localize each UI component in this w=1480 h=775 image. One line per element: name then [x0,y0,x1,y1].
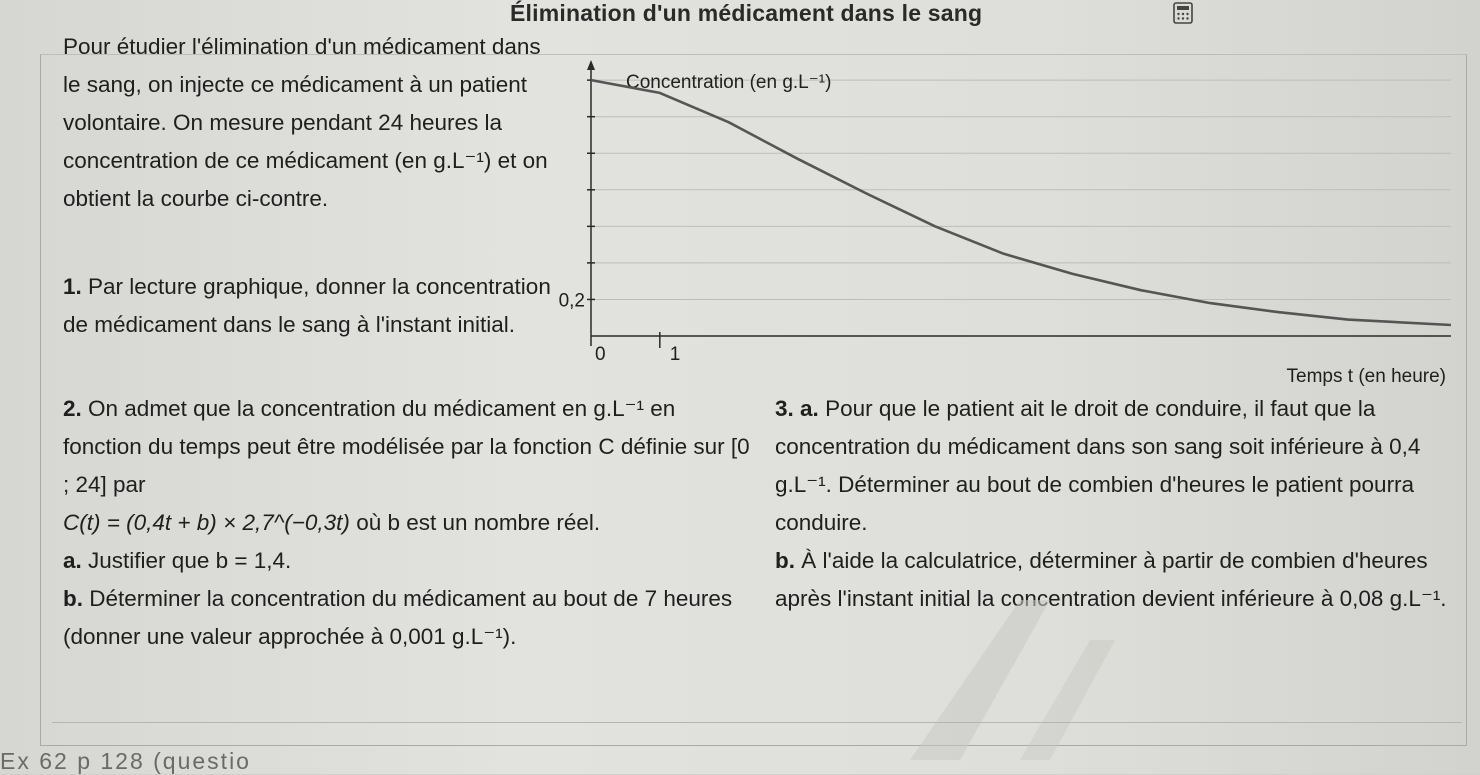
page-title: Élimination d'un médicament dans le sang [510,0,983,26]
question-1-text: Par lecture graphique, donner la concentration de médicament dans le sang à l'instant initial. [63,274,551,337]
question-1 [63,268,563,344]
y-axis-arrow [587,60,595,70]
y-axis-label: Concentration (en g.L⁻¹) [626,72,832,93]
question-2-number: 2. [63,396,82,421]
question-3a-text: Pour que le patient ait le droit de conduire, il faut que la concentration du médicament dans son sang soit inférieure à 0,4 g.L⁻¹. [775,396,1421,497]
watermark-stamp [900,560,1120,760]
question-2-intro: On admet que la concentration du médicament en g.L⁻¹ en fonction du temps peut être modélisée par la fonction C définie sur [0 ; 24] par [63,396,750,497]
y-tick-label: 0,2 [558,290,585,312]
calculator-icon [1172,2,1194,24]
footer-reference: Ex 62 p 128 (questio [0,748,251,774]
question-2a-text: Justifier que b = 1,4. [88,548,292,573]
question-3a-text2: Déterminer au bout de combien d'heures le patient pourra conduire. [775,472,1415,535]
question-2b-text: Déterminer la concentration du médicament au bout de 7 heures (donner une valeur approchée à 0,001 g.L⁻¹). [63,586,733,649]
question-3b-text: À l'aide la calculatrice, déterminer à partir de combien d'heures après l'instant initial la concentration devient inférieure à 0,08 g.L⁻¹. [775,548,1447,611]
question-3b-label: b. [775,548,795,573]
intro-paragraph: Pour étudier l'élimination d'un médicament dans le sang, on injecte ce médicament à un patient volontaire. On mesure pendant 24 heures la concentration de ce médicament (en g.L⁻¹) et on obtient la courbe ci-contre. [63,34,548,211]
question-2-formula: C(t) = (0,4t + b) × 2,7^(−0,3t) [63,510,350,535]
bottom-separator [52,722,1462,723]
question-3a-label: a. [800,396,819,421]
question-2b-label: b. [63,586,83,611]
question-1-number: 1. [63,274,82,299]
question-2-formula-suffix: où b est un nombre réel. [356,510,601,535]
question-3-number: 3. [775,396,794,421]
concentration-chart [558,58,1463,388]
x-axis-label: Temps t (en heure) [1286,366,1446,387]
x-tick-label: 0 [595,344,606,365]
x-tick-label: 1 [669,344,681,365]
question-2a-label: a. [63,548,82,573]
question-2 [63,390,753,656]
